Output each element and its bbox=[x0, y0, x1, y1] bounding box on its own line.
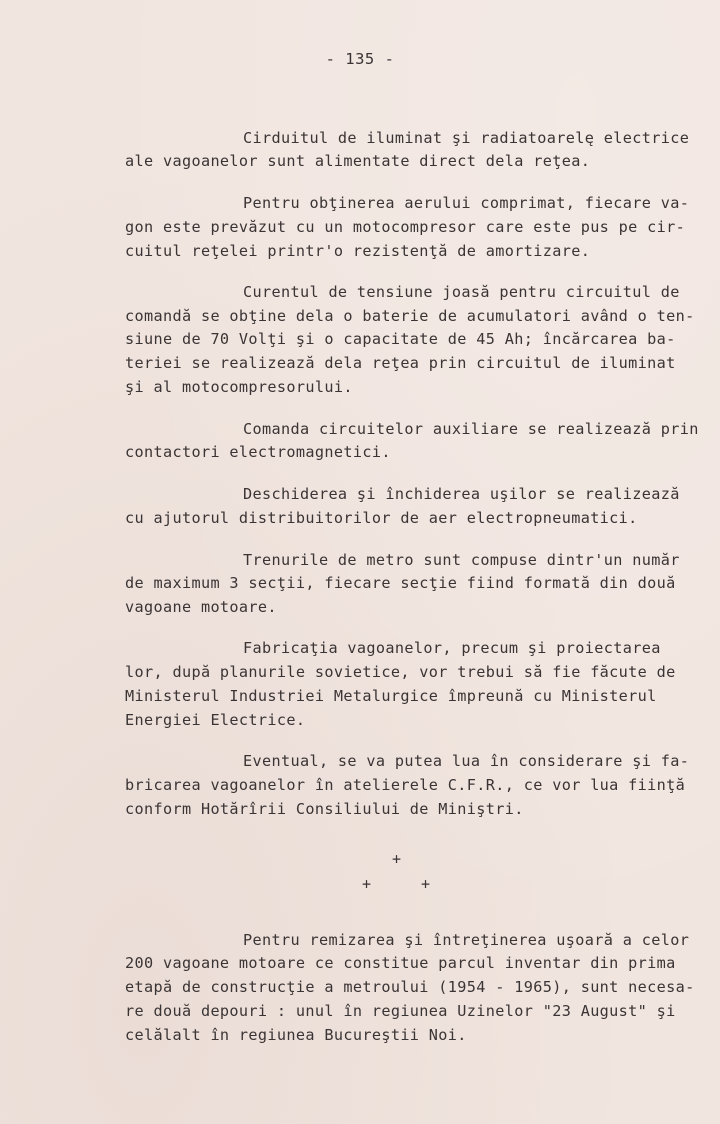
text-line: Trenurile de metro sunt compuse dintr'un număr bbox=[243, 551, 680, 569]
text-line: cu ajutorul distribuitorilor de aer electropneumatici. bbox=[125, 509, 638, 527]
text-line: Cirduitul de iluminat şi radiatoarelę electrice bbox=[243, 129, 690, 147]
text-line: lor, după planurile sovietice, vor trebui să fie făcute de bbox=[125, 663, 676, 681]
text-line: Pentru obţinerea aerului comprimat, fiecare va- bbox=[243, 194, 690, 212]
text-line: şi al motocompresorului. bbox=[125, 378, 353, 396]
separator-plus-top: + bbox=[392, 850, 402, 868]
text-line: Comanda circuitelor auxiliare se realizează prin bbox=[243, 420, 699, 438]
text-line: teriei se realizează dela reţea prin circuitul de iluminat bbox=[125, 354, 676, 372]
separator-plus-left: + bbox=[362, 875, 372, 893]
text-line: ale vagoanelor sunt alimentate direct dela reţea. bbox=[125, 152, 591, 170]
text-line: Deschiderea şi închiderea uşilor se realizează bbox=[243, 485, 680, 503]
text-line: comandă se obţine dela o baterie de acumulatori având o ten- bbox=[125, 307, 695, 325]
text-line: Energiei Electrice. bbox=[125, 711, 306, 729]
text-line: cuitul reţelei printr'o rezistenţă de amortizare. bbox=[125, 242, 591, 260]
text-line: bricarea vagoanelor în atelierele C.F.R., ce vor lua fiinţă bbox=[125, 776, 686, 794]
text-line: Pentru remizarea şi întreţinerea uşoară a celor bbox=[243, 931, 690, 949]
text-line: Eventual, se va putea lua în considerare şi fa- bbox=[243, 752, 690, 770]
text-line: celălalt în regiunea Bucureştii Noi. bbox=[125, 1026, 467, 1044]
text-line: etapă de construcţie a metroului (1954 - 1965), sunt necesa- bbox=[125, 978, 695, 996]
text-line: Ministerul Industriei Metalurgice împreună cu Ministerul bbox=[125, 687, 657, 705]
text-line: gon este prevăzut cu un motocompresor care este pus pe cir- bbox=[125, 218, 686, 236]
text-line: vagoane motoare. bbox=[125, 598, 277, 616]
text-line: re două depouri : unul în regiunea Uzinelor "23 August" şi bbox=[125, 1002, 676, 1020]
text-line: conform Hotărîrii Consiliului de Miniştri. bbox=[125, 800, 524, 818]
text-line: Curentul de tensiune joasă pentru circuitul de bbox=[243, 283, 680, 301]
separator-plus-right: + bbox=[421, 875, 431, 893]
page-number: - 135 - bbox=[325, 50, 395, 68]
text-line: contactori electromagnetici. bbox=[125, 443, 391, 461]
text-line: Fabricaţia vagoanelor, precum şi proiectarea bbox=[243, 639, 661, 657]
text-line: 200 vagoane motoare ce constitue parcul inventar din prima bbox=[125, 954, 676, 972]
text-line: de maximum 3 secţii, fiecare secţie fiind formată din două bbox=[125, 574, 676, 592]
text-line: siune de 70 Volţi şi o capacitate de 45 Ah; încărcarea ba- bbox=[125, 330, 676, 348]
